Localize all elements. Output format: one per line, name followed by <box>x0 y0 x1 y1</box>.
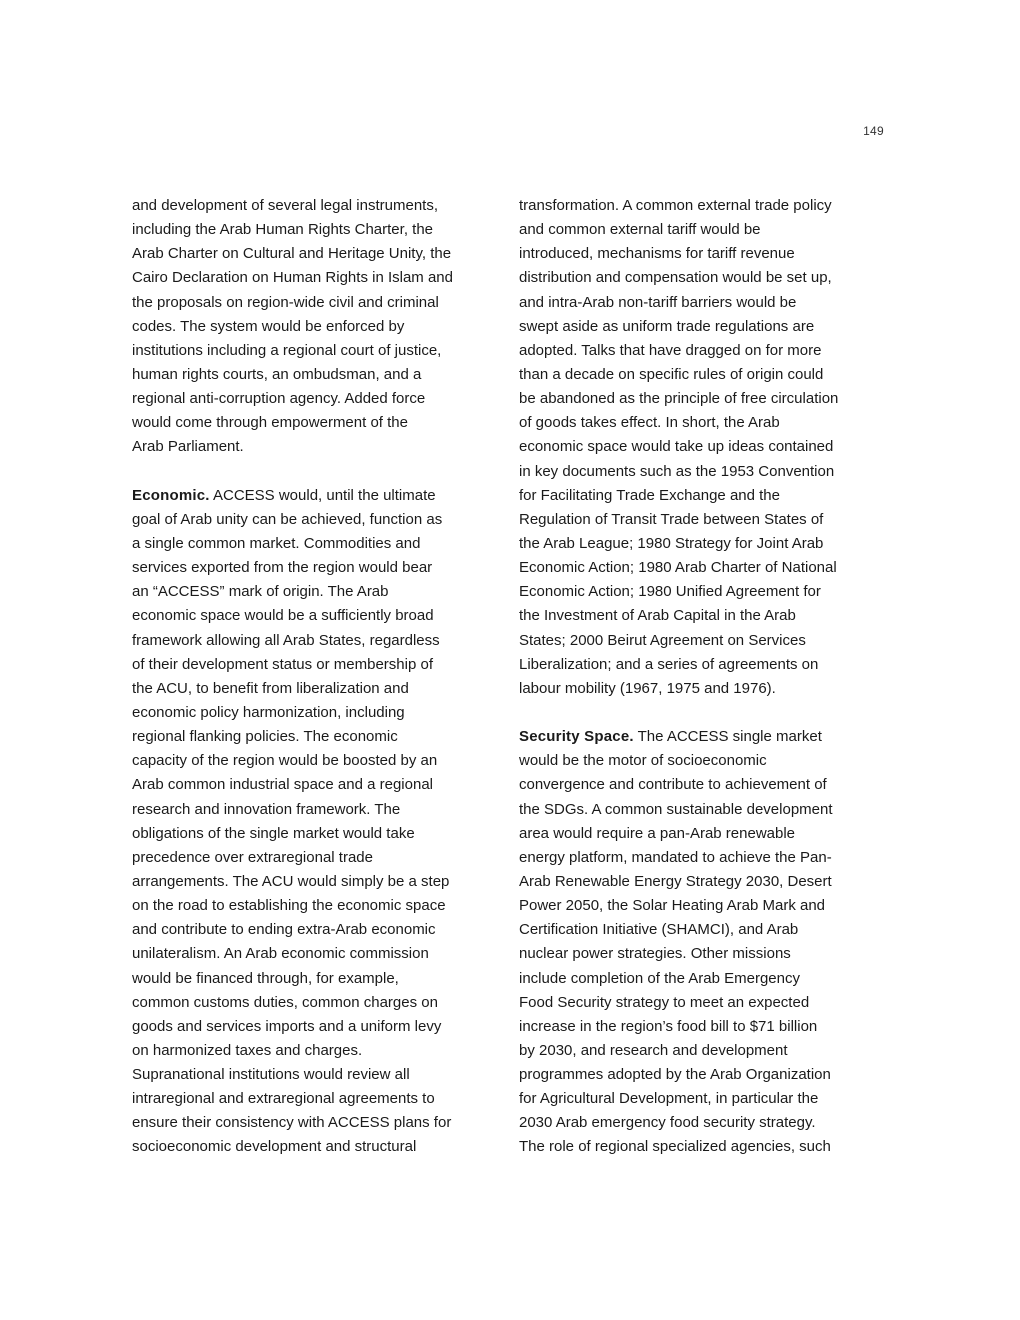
text-line: Economic Action; 1980 Arab Charter of National <box>519 559 837 577</box>
text-line: arrangements. The ACU would simply be a step <box>132 872 450 890</box>
text-line: economic space would take up ideas contained <box>519 438 834 456</box>
security-heading: Security Space. <box>519 728 634 746</box>
security-first-line <box>519 725 883 749</box>
text-line: economic policy harmonization, including <box>132 703 405 721</box>
text-line: a single common market. Commodities and <box>132 534 421 552</box>
text-line: codes. The system would be enforced by <box>132 317 405 335</box>
text-line: Economic Action; 1980 Unified Agreement for <box>519 583 821 601</box>
text-line: energy platform, mandated to achieve the Pan- <box>519 848 832 866</box>
text-line: States; 2000 Beirut Agreement on Services <box>519 631 806 649</box>
text-line: would be financed through, for example, <box>132 969 399 987</box>
left-column <box>132 194 496 1160</box>
text-line: transformation. A common external trade policy <box>519 197 832 214</box>
text-line: of their development status or membership of <box>132 655 433 673</box>
text-line: would come through empowerment of the <box>132 414 408 432</box>
text-line: unilateralism. An Arab economic commission <box>132 945 429 963</box>
text-line: Liberalization; and a series of agreements on <box>519 655 819 673</box>
text-line: on harmonized taxes and charges. <box>132 1041 363 1059</box>
paragraph-gap <box>519 701 883 725</box>
text-line: institutions including a regional court of justice, <box>132 341 442 359</box>
text-line: for Agricultural Development, in particular the <box>519 1090 819 1108</box>
text-line: capacity of the region would be boosted by an <box>132 752 438 770</box>
text-line: common customs duties, common charges on <box>132 993 438 1011</box>
text-line: increase in the region’s food bill to $71 billion <box>519 1017 818 1035</box>
text-line: including the Arab Human Rights Charter, the <box>132 221 434 239</box>
text-line: labour mobility (1967, 1975 and 1976). <box>519 679 776 697</box>
text-line: area would require a pan-Arab renewable <box>519 824 796 842</box>
text-line: include completion of the Arab Emergency <box>519 969 800 987</box>
text-line: economic space would be a sufficiently broad <box>132 607 434 625</box>
text-line: and common external tariff would be <box>519 221 761 239</box>
text-line: an “ACCESS” mark of origin. The Arab <box>132 583 389 601</box>
text-line: be abandoned as the principle of free circulation <box>519 390 839 408</box>
text-line: programmes adopted by the Arab Organization <box>519 1066 831 1084</box>
text-line: swept aside as uniform trade regulations are <box>519 317 815 335</box>
text-line: Certification Initiative (SHAMCI), and Arab <box>519 921 799 939</box>
text-line: by 2030, and research and development <box>519 1041 788 1059</box>
text-line: Arab Parliament. <box>132 438 244 456</box>
economic-body <box>132 508 496 1160</box>
right-column <box>519 194 883 1160</box>
text-line: intraregional and extraregional agreements to <box>132 1090 435 1108</box>
text-line: services exported from the region would bear <box>132 559 433 577</box>
text-line: Supranational institutions would review all <box>132 1066 410 1084</box>
text-line: the ACU, to benefit from liberalization and <box>132 679 409 697</box>
economic-heading: Economic. <box>132 486 210 504</box>
text-line: on the road to establishing the economic space <box>132 897 446 915</box>
text-line: 2030 Arab emergency food security strategy. <box>519 1114 816 1132</box>
economic-paragraph <box>132 484 496 1160</box>
right-paragraph-trade <box>519 194 883 701</box>
economic-first-line-text: ACCESS would, until the ultimate <box>209 486 436 504</box>
text-line: ensure their consistency with ACCESS plans for <box>132 1114 452 1132</box>
text-line: the Investment of Arab Capital in the Arab <box>519 607 796 625</box>
security-first-line-text: The ACCESS single market <box>633 728 822 746</box>
paragraph-gap <box>132 460 496 484</box>
text-line: introduced, mechanisms for tariff revenue <box>519 245 795 263</box>
text-line: obligations of the single market would take <box>132 824 415 842</box>
text-line: convergence and contribute to achievement of <box>519 776 827 794</box>
text-line: Arab Renewable Energy Strategy 2030, Desert <box>519 872 832 890</box>
text-line: Power 2050, the Solar Heating Arab Mark and <box>519 897 826 915</box>
text-line: the proposals on region-wide civil and criminal <box>132 293 439 311</box>
text-line: of goods takes effect. In short, the Arab <box>519 414 780 432</box>
text-line: Food Security strategy to meet an expected <box>519 993 810 1011</box>
text-line: human rights courts, an ombudsman, and a <box>132 365 422 383</box>
text-line: than a decade on specific rules of origin could <box>519 365 824 383</box>
text-line: for Facilitating Trade Exchange and the <box>519 486 780 504</box>
text-line: and development of several legal instruments, <box>132 197 439 214</box>
text-line: regional anti-corruption agency. Added force <box>132 390 426 408</box>
text-line: would be the motor of socioeconomic <box>519 752 767 770</box>
text-line: goal of Arab unity can be achieved, function as <box>132 510 443 528</box>
page-number: 149 <box>863 124 884 138</box>
text-line: Arab Charter on Cultural and Heritage Unity, the <box>132 245 452 263</box>
text-line: the Arab League; 1980 Strategy for Joint Arab <box>519 534 824 552</box>
security-body <box>519 749 883 1159</box>
text-line: distribution and compensation would be set up, <box>519 269 832 287</box>
text-line: Arab common industrial space and a regional <box>132 776 434 794</box>
text-line: the SDGs. A common sustainable development <box>519 800 833 818</box>
text-line: in key documents such as the 1953 Convention <box>519 462 835 480</box>
text-line: Regulation of Transit Trade between States of <box>519 510 824 528</box>
text-line: and contribute to ending extra-Arab economic <box>132 921 436 939</box>
text-line: regional flanking policies. The economic <box>132 728 398 746</box>
left-paragraph-legal <box>132 194 496 460</box>
economic-first-line <box>132 484 496 508</box>
text-line: adopted. Talks that have dragged on for more <box>519 341 822 359</box>
security-paragraph <box>519 725 883 1160</box>
text-line: socioeconomic development and structural <box>132 1138 417 1156</box>
text-line: framework allowing all Arab States, regardless <box>132 631 440 649</box>
text-line: goods and services imports and a uniform levy <box>132 1017 442 1035</box>
text-line: Cairo Declaration on Human Rights in Islam and <box>132 269 453 287</box>
text-line: research and innovation framework. The <box>132 800 401 818</box>
text-line: nuclear power strategies. Other missions <box>519 945 791 963</box>
text-line: The role of regional specialized agencies, such <box>519 1138 831 1156</box>
text-line: and intra-Arab non-tariff barriers would be <box>519 293 797 311</box>
text-line: precedence over extraregional trade <box>132 848 373 866</box>
